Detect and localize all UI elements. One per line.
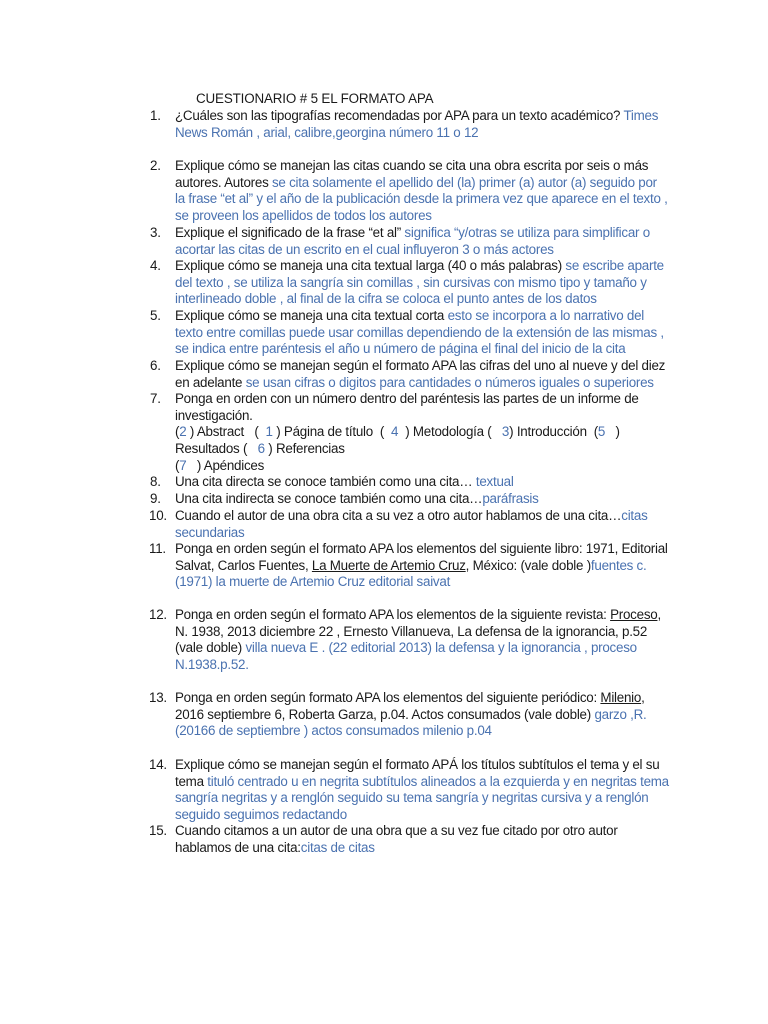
page-title: CUESTIONARIO # 5 EL FORMATO APA (196, 91, 434, 106)
answer-text: se cita solamente el apellido del (la) primer (a) autor (a) seguido por la frase “et al” y el año de la publicación desde la primera vez que aparece en el texto , se proveen los apellidos de todos los autores (175, 174, 668, 224)
item-text (175, 258, 670, 308)
item-number: 4. (150, 258, 161, 273)
item-number: 9. (150, 491, 161, 506)
order-line-1: (2 ) Abstract ( 1 ) Página de título ( 4 ) Metodología ( 3) Introducción (5 ) (175, 424, 620, 440)
item-number: 6. (150, 358, 161, 373)
question-text: Explique cómo se maneja una cita textual corta (175, 308, 445, 323)
question-text: Ponga en orden según formato APA los elementos del siguiente periódico: (175, 690, 601, 705)
item-number: 2. (150, 158, 161, 173)
item-text (175, 225, 670, 258)
answer-text: citas de citas (300, 839, 375, 855)
item-text (175, 508, 670, 541)
order-number: 2 (179, 424, 187, 440)
answer-text: se escribe aparte del texto , se utiliza la sangría sin comillas , sin cursivas con mismo tipo y tamaño y interlineado doble , al final de la cifra se coloca el punto antes de los datos (175, 258, 664, 307)
list-item (150, 690, 670, 740)
item-number: 11. (149, 541, 166, 556)
question-text: Explique el significado de la frase “et al” (175, 225, 401, 240)
item-text (175, 391, 670, 475)
answer-text: se usan cifras o digitos para cantidades o números iguales o superiores (242, 374, 654, 390)
question-text: Una cita directa se conoce también como una cita… (175, 474, 473, 489)
order-label: Apéndices (203, 457, 265, 473)
item-text (175, 757, 670, 824)
question-text: Ponga en orden según el formato APA los elementos de la siguiente revista: (175, 607, 611, 622)
list-item (150, 474, 670, 491)
answer-text: villa nueva E . (22 editorial 2013) la defensa y la ignorancia , proceso N.1938.p.52. (175, 640, 637, 673)
order-label: Resultados (175, 441, 240, 457)
item-text (175, 491, 670, 508)
order-number: 3 (501, 424, 510, 440)
question-text: Cuando el autor de una obra cita a su vez a otro autor hablamos de una cita… (175, 508, 622, 523)
answer-text: paráfrasis (482, 491, 539, 506)
item-text (175, 607, 670, 674)
list-item (150, 757, 670, 824)
question-text: Explique cómo se manejan según el formato APA las cifras del uno al nueve y del diez en adelante (175, 358, 666, 390)
answer-text: textual (472, 474, 514, 489)
list-item (150, 607, 670, 674)
order-line-2: Resultados ( 6 ) Referencias (175, 441, 345, 457)
item-text (175, 358, 670, 391)
question-text: Explique cómo se manejan según el formato APÁ los títulos subtítulos el tema y el su tema (175, 757, 660, 789)
answer-text: fuentes c. (1971) la muerte de Artemio Cruz editorial saivat (175, 557, 647, 590)
answer-text: Times News Román , arial, calibre,georgina número 11 o 12 (175, 108, 659, 140)
item-number: 10. (149, 508, 167, 523)
item-text (175, 541, 670, 591)
magazine-title: Proceso (610, 607, 658, 622)
item-number: 14. (149, 757, 167, 772)
list-item (150, 541, 670, 591)
answer-text: significa “y/otras se utiliza para simplificar o acortar las citas de un escrito en el cual influyeron 3 o más actores (175, 225, 650, 257)
order-number: 1 (265, 424, 273, 440)
question-text: Explique cómo se maneja una cita textual larga (40 o más palabras) (175, 258, 562, 273)
order-number: 7 (179, 457, 187, 473)
item-text (175, 158, 670, 225)
list-item (150, 358, 670, 391)
list-item (150, 823, 670, 856)
answer-text: esto se incorpora a lo narrativo del texto entre comillas puede usar comillas dependiendo de la extensión de las mismas , se indica entre paréntesis el año u número de página el final del inicio de la cita (175, 308, 664, 357)
list-item (150, 225, 670, 258)
order-number: 4 (391, 424, 399, 440)
item-number: 5. (150, 308, 161, 323)
item-text (175, 823, 670, 856)
item-number: 3. (150, 225, 161, 240)
answer-text: garzo ,R.(20166 de septiembre ) actos consumados milenio p.04 (175, 706, 647, 739)
item-text (175, 108, 670, 141)
list-item (150, 391, 670, 475)
question-text: , N. 1938, 2013 diciembre 22 , Ernesto Villanueva, La defensa de la ignorancia, p.52 (vale doble) (175, 607, 661, 656)
order-label: Página de título (283, 424, 373, 440)
list-item (150, 158, 670, 225)
answer-text: tituló centrado u en negrita subtítulos alineados a la ezquierda y en negritas tema sangría negritas y a renglón seguido su tema sangría y negritas cursiva y a renglón seguido seguimos redactando (175, 773, 669, 823)
item-text (175, 308, 670, 358)
question-text: Una cita indirecta se conoce también como una cita… (175, 491, 483, 506)
order-number: 5 (597, 424, 606, 440)
order-label: Metodología (412, 424, 484, 440)
item-number: 7. (150, 391, 161, 406)
answer-text: citas secundarias (175, 508, 648, 540)
question-text: Ponga en orden según el formato APA los elementos del siguiente libro: 1971, Editorial Salvat, Carlos Fuentes, (175, 541, 668, 573)
item-number: 8. (150, 474, 161, 489)
question-text: , México: (vale doble ) (465, 557, 591, 573)
list-item (150, 258, 670, 308)
list-item (150, 491, 670, 508)
item-text (175, 474, 670, 491)
question-text: Cuando citamos a un autor de una obra que a su vez fue citado por otro autor hablamos de una cita: (175, 823, 618, 855)
item-number: 12. (149, 607, 167, 622)
item-text (175, 690, 670, 740)
question-text: Explique cómo se manejan las citas cuando se cita una obra escrita por seis o más autores. Autores (175, 158, 649, 190)
order-line-3: (7 ) Apéndices (175, 457, 265, 473)
item-number: 1. (150, 108, 161, 123)
newspaper-title: Milenio (600, 690, 642, 705)
order-label: Referencias (275, 441, 345, 457)
question-text: ¿Cuáles son las tipografías recomendadas por APA para un texto académico? (175, 108, 621, 123)
item-number: 13. (149, 690, 167, 705)
order-number: 6 (257, 441, 265, 457)
list-item (150, 108, 670, 141)
list-item (150, 308, 670, 358)
order-label: Introducción (516, 424, 587, 440)
list-item (150, 508, 670, 541)
question-text: Ponga en orden con un número dentro del paréntesis las partes de un informe de investigación. (175, 391, 639, 423)
book-title: La Muerte de Artemio Cruz (311, 557, 466, 573)
order-label: Abstract (196, 424, 244, 440)
question-text: , 2016 septiembre 6, Roberta Garza, p.04. Actos consumados (vale doble) (175, 690, 645, 722)
item-number: 15. (149, 823, 167, 838)
